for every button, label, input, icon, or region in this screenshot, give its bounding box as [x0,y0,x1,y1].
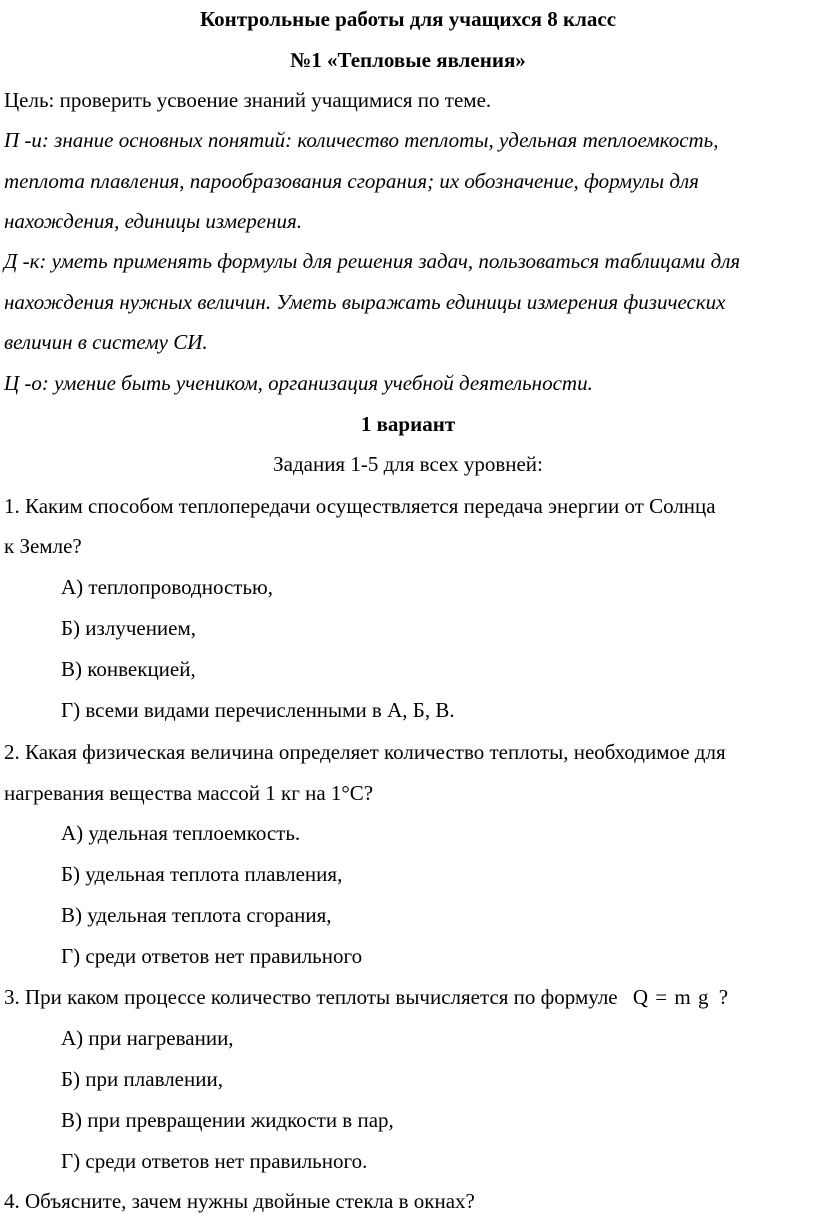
question-3-option-c: В) при превращении жидкости в пар, [61,1108,394,1132]
question-1-line-1: 1. Каким способом теплопередачи осуществляется передача энергии от Солнца [4,494,716,518]
objective-d-line-2: нахождения нужных величин. Уметь выражать единицы измерения физических [4,290,726,314]
question-3-option-d: Г) среди ответов нет правильного. [61,1149,368,1173]
question-1-line-2: к Земле? [4,534,82,558]
question-3-line [4,985,728,1009]
question-3-option-b: Б) при плавлении, [61,1067,223,1091]
question-1-option-b: Б) излучением, [61,616,197,640]
objective-p-line-1: П -и: знание основных понятий: количество теплоты, удельная теплоемкость, [4,128,719,152]
question-3-option-a: А) при нагревании, [61,1026,234,1050]
objective-p-line-3: нахождения, единицы измерения. [4,209,303,233]
objective-d-line-1: Д -к: уметь применять формулы для решения задач, пользоваться таблицами для [4,249,741,273]
question-2-option-c: В) удельная теплота сгорания, [61,903,332,927]
question-2-line-2: нагревания вещества массой 1 кг на 1°С? [4,781,374,805]
tasks-intro: Задания 1-5 для всех уровней: [273,452,543,476]
question-3-formula: Q = m g [632,985,710,1009]
question-2-option-b: Б) удельная теплота плавления, [61,862,343,886]
objective-d-line-3: величин в систему СИ. [4,330,208,354]
question-1-option-d: Г) всеми видами перечисленными в А, Б, В. [61,698,455,722]
document-subtitle: №1 «Тепловые явления» [290,48,526,72]
question-2-line-1: 2. Какая физическая величина определяет количество теплоты, необходимое для [4,740,726,764]
document-title: Контрольные работы для учащихся 8 класс [199,7,617,31]
objective-p-line-2: теплота плавления, парообразования сгорания; их обозначение, формулы для [4,169,699,193]
variant-title: 1 вариант [360,412,456,436]
question-2-option-a: А) удельная теплоемкость. [61,821,301,845]
question-2-option-d: Г) среди ответов нет правильного [61,944,363,968]
question-1-option-c: В) конвекцией, [61,657,196,681]
question-3-text: 3. При каком процессе количество теплоты вычисляется по формуле [4,985,618,1009]
question-1-option-a: А) теплопроводностью, [61,575,273,599]
goal-text: Цель: проверить усвоение знаний учащимися по теме. [4,88,492,112]
question-3-end: ? [718,985,729,1009]
objective-c-line: Ц -о: умение быть учеником, организация учебной деятельности. [4,371,593,395]
question-4-line-1: 4. Объясните, зачем нужны двойные стекла в окнах? [4,1189,475,1213]
